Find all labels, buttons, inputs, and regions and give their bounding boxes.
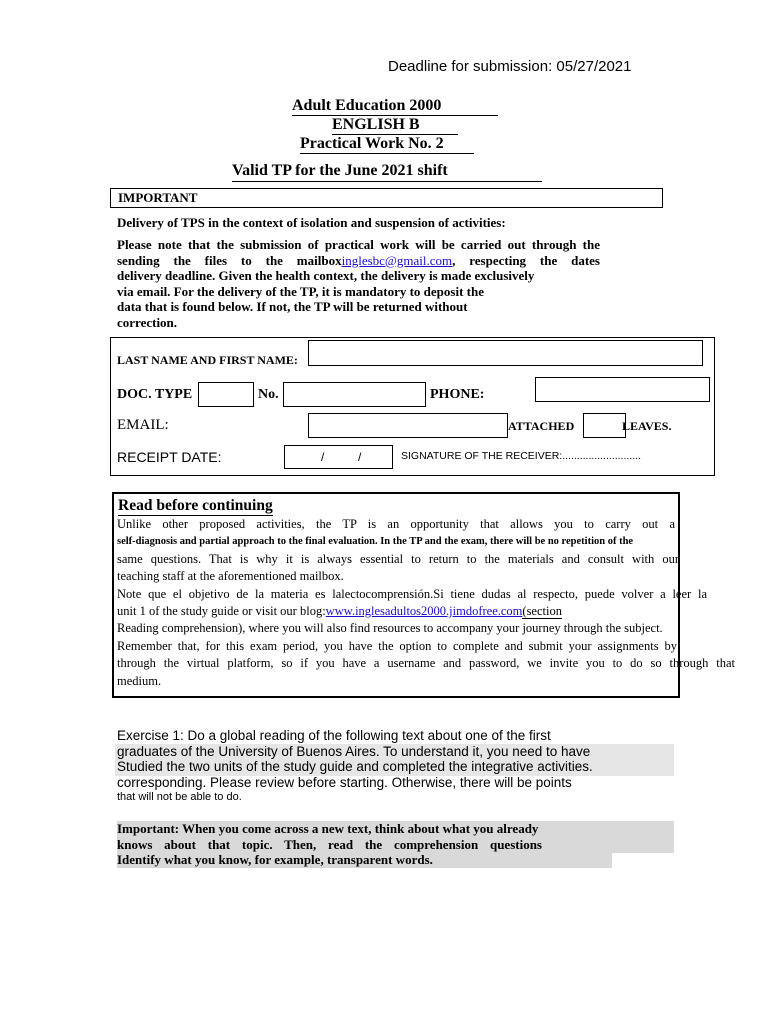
doc-type-label: DOC. TYPE	[117, 387, 193, 402]
phone-label: PHONE:	[430, 387, 485, 402]
note-line-1: Important: When you come across a new text, think about what you already	[117, 821, 539, 836]
read-line-5: Note que el objetivo de la materia es lalectocomprensión.Si tiene dudas al respecto, puede volver a leer la	[117, 586, 707, 601]
phone-field[interactable]	[535, 377, 710, 402]
date-slash-1: /	[321, 450, 325, 464]
title-school: Adult Education 2000	[292, 96, 498, 116]
attached-leaves-field[interactable]	[583, 413, 626, 438]
exercise-line-5: that will not be able to do.	[117, 791, 242, 803]
exercise-1	[117, 728, 717, 806]
signature-receiver-label: SIGNATURE OF THE RECEIVER:...........................	[401, 450, 641, 462]
read-line-6-text: unit 1 of the study guide or visit our blog:	[117, 604, 326, 619]
read-line-4: teaching staff at the aforementioned mailbox.	[117, 569, 344, 584]
read-line-7: Reading comprehension), where you will also find resources to accompany your journey through the subject.	[117, 621, 663, 636]
blog-link[interactable]: www.inglesadultos2000.jimdofree.com	[325, 604, 523, 619]
important-note	[117, 821, 587, 868]
title-course: ENGLISH B	[332, 116, 458, 135]
title-valid-tp: Valid TP for the June 2021 shift	[232, 161, 542, 182]
delivery-title: Delivery of TPS in the context of isolation and suspension of activities:	[117, 215, 506, 230]
delivery-line-1: Please note that the submission of practical work will be carried out through the	[117, 237, 600, 252]
delivery-line-2	[117, 253, 600, 269]
exercise-line-3: Studied the two units of the study guide and completed the integrative activities.	[117, 759, 593, 774]
doc-number-field[interactable]	[283, 382, 426, 407]
delivery-paragraph	[117, 237, 600, 331]
delivery-line-4: via email. For the delivery of the TP, it is mandatory to deposit the	[117, 283, 484, 299]
title-practical-work: Practical Work No. 2	[300, 135, 474, 154]
read-line-6-section: (section	[522, 604, 562, 619]
read-line-8: Remember that, for this exam period, you have the option to complete and submit your assignments by	[117, 638, 677, 653]
important-heading: IMPORTANT	[118, 190, 198, 205]
doc-number-label: No.	[258, 387, 279, 402]
delivery-line-5: data that is found below. If not, the TP will be returned without	[117, 299, 468, 315]
read-before-heading: Read before continuing	[118, 497, 273, 514]
mailbox-email-part-b: bc@gmail.com	[372, 252, 453, 268]
email-field[interactable]	[308, 413, 508, 438]
important-box	[110, 188, 663, 208]
email-label: EMAIL:	[117, 417, 169, 433]
mailbox-email-link[interactable]	[342, 253, 453, 268]
exercise-line-1: Exercise 1: Do a global reading of the following text about one of the first	[117, 728, 551, 743]
attached-label: ATTACHED	[508, 419, 575, 433]
delivery-line-2-post: , respecting the dates	[452, 252, 600, 268]
read-line-10: medium.	[117, 673, 162, 688]
exercise-line-4: corresponding. Please review before starting. Otherwise, there will be points	[117, 774, 572, 790]
read-line-3: same questions. That is why it is always essential to return to the materials and consult with our	[117, 551, 679, 566]
note-line-3: Identify what you know, for example, transparent words.	[117, 852, 433, 867]
leaves-label: LEAVES.	[622, 419, 672, 433]
delivery-line-3: delivery deadline. Given the health context, the delivery is made exclusively	[117, 268, 535, 284]
name-label: LAST NAME AND FIRST NAME:	[117, 353, 298, 367]
deadline-text: Deadline for submission: 05/27/2021	[388, 58, 632, 75]
read-line-9: through the virtual platform, so if you have a username and password, we invite you to do so through that	[117, 656, 735, 671]
delivery-line-6: correction.	[117, 314, 178, 330]
note-line-2: knows about that topic. Then, read the comprehension questions	[117, 836, 542, 852]
delivery-line-2-text: sending the files to the mailbox	[117, 252, 342, 268]
read-line-1: Unlike other proposed activities, the TP is an opportunity that allows you to carry out a	[117, 517, 675, 531]
receipt-date-label: RECEIPT DATE:	[117, 449, 222, 465]
read-before-body	[117, 516, 737, 690]
date-slash-2: /	[358, 450, 362, 464]
name-field[interactable]	[308, 340, 703, 366]
exercise-line-2: graduates of the University of Buenos Aires. To understand it, you need to have	[117, 743, 591, 759]
mailbox-email-part-a: ingles	[341, 252, 373, 268]
read-line-2: self-diagnosis and partial approach to the final evaluation. In the TP and the exam, there will be no repetition of the	[117, 536, 634, 548]
receipt-date-field[interactable]	[284, 445, 393, 469]
doc-type-field[interactable]	[198, 382, 254, 407]
read-line-6	[117, 603, 635, 620]
